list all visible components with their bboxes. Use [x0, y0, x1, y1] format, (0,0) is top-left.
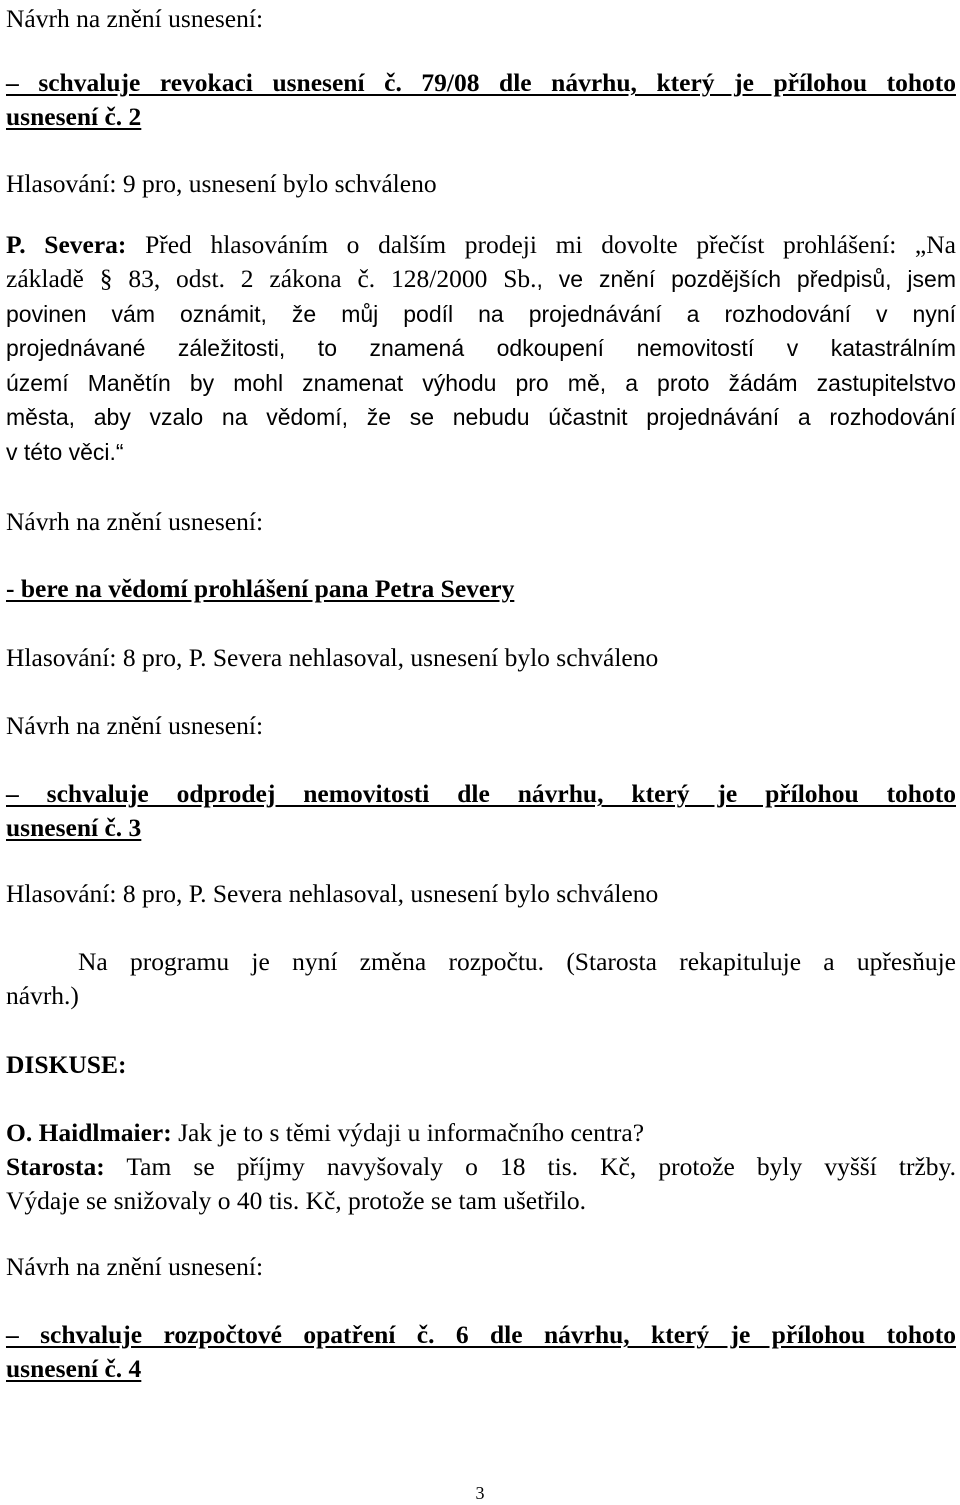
severa-statement-line-4: projednávané záležitosti, to znamená odkoupení nemovitostí v katastrálním — [6, 335, 956, 361]
mayor-answer-line-2: Výdaje se snižovaly o 40 tis. Kč, protože se tam ušetřilo. — [6, 1186, 586, 1215]
program-note-line-1: Na programu je nyní změna rozpočtu. (Starosta rekapituluje a upřesňuje — [78, 947, 956, 976]
resolution-1-line-1: – schvaluje revokaci usnesení č. 79/08 dle návrhu, který je přílohou tohoto — [6, 68, 956, 97]
resolution-2: - bere na vědomí prohlášení pana Petra Severy — [6, 574, 515, 603]
severa-statement-line-2 — [6, 262, 956, 296]
severa-statement-line-7: v této věci.“ — [6, 439, 124, 465]
resolution-1-line-2: usnesení č. 2 — [6, 102, 142, 131]
program-note-line-2: návrh.) — [6, 981, 79, 1010]
discussion-heading: DISKUSE: — [6, 1050, 127, 1079]
vote-result-3: Hlasování: 8 pro, P. Severa nehlasoval, usnesení bylo schváleno — [6, 879, 659, 908]
proposal-heading-2: Návrh na znění usnesení: — [6, 507, 264, 536]
resolution-4-line-1: – schvaluje rozpočtové opatření č. 6 dle návrhu, který je přílohou tohoto — [6, 1320, 956, 1349]
severa-statement-line-5: území Manětín by mohl znamenat výhodu pro mě, a proto žádám zastupitelstvo — [6, 370, 956, 396]
mayor-answer-line-1 — [6, 1150, 956, 1184]
haidlmaier-question — [6, 1116, 956, 1150]
speaker-mayor: Starosta: — [6, 1152, 105, 1181]
severa-statement-line-3: povinen vám oznámit, že můj podíl na projednávání a rozhodování v nyní — [6, 301, 956, 327]
severa-statement-line-6: města, aby vzalo na vědomí, že se nebudu účastnit projednávání a rozhodování — [6, 404, 956, 430]
page-number: 3 — [475, 1483, 485, 1503]
severa-text-2b: , ve znění pozdějších předpisů, jsem — [536, 266, 956, 292]
proposal-heading-3: Návrh na znění usnesení: — [6, 711, 264, 740]
speaker-severa: P. Severa: — [6, 230, 127, 259]
haidlmaier-text: Jak je to s těmi výdaji u informačního centra? — [171, 1118, 645, 1147]
resolution-3-line-2: usnesení č. 3 — [6, 813, 142, 842]
severa-statement-line-1 — [6, 228, 956, 262]
speaker-haidlmaier: O. Haidlmaier: — [6, 1118, 172, 1147]
mayor-text-1: Tam se příjmy navyšovaly o 18 tis. Kč, protože byly vyšší tržby. — [104, 1152, 956, 1181]
severa-text-1: Před hlasováním o dalším prodeji mi dovolte přečíst prohlášení: „Na — [126, 230, 956, 259]
severa-text-2a: základě § 83, odst. 2 zákona č. 128/2000 Sb. — [6, 264, 537, 293]
resolution-4-line-2: usnesení č. 4 — [6, 1354, 142, 1383]
proposal-heading-1: Návrh na znění usnesení: — [6, 4, 264, 33]
proposal-heading-4: Návrh na znění usnesení: — [6, 1252, 264, 1281]
resolution-3-line-1: – schvaluje odprodej nemovitosti dle návrhu, který je přílohou tohoto — [6, 779, 956, 808]
vote-result-1: Hlasování: 9 pro, usnesení bylo schváleno — [6, 169, 437, 198]
vote-result-2: Hlasování: 8 pro, P. Severa nehlasoval, usnesení bylo schváleno — [6, 643, 659, 672]
